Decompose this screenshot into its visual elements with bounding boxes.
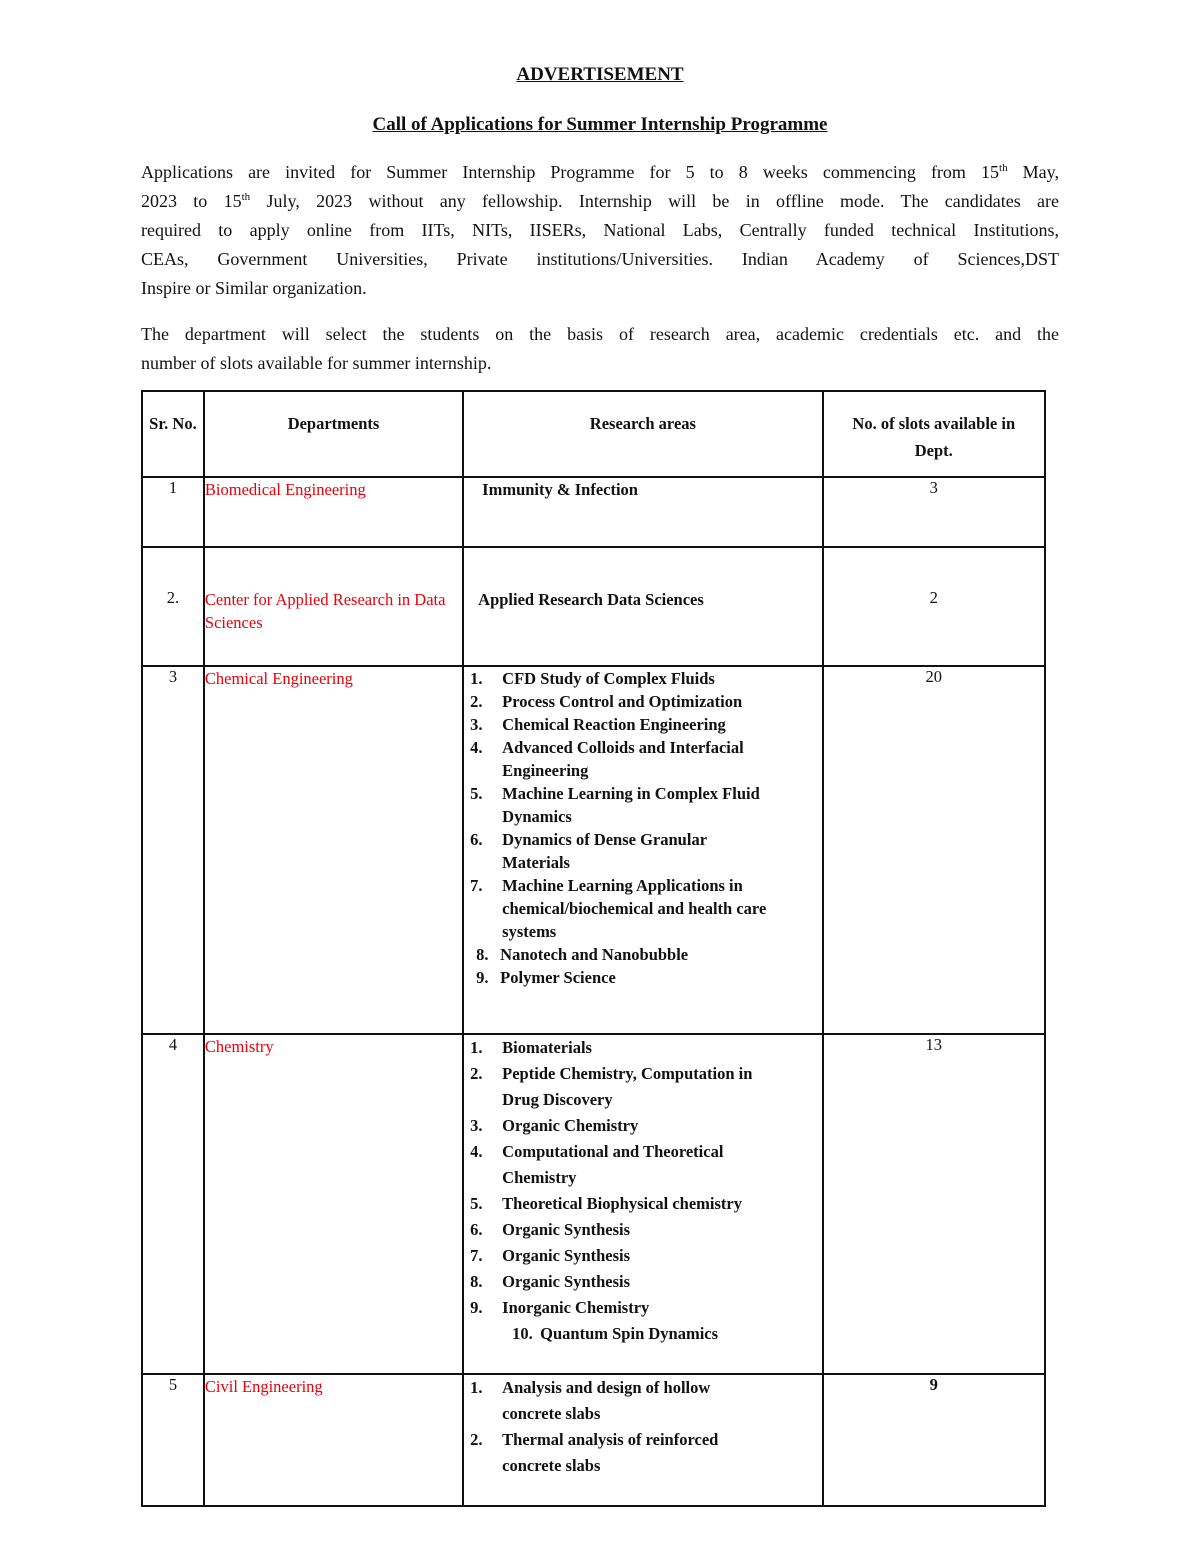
list-item: 5. Machine Learning in Complex Fluid Dynamics: [470, 784, 760, 826]
row-department: Civil Engineering: [204, 1374, 463, 1506]
row-sr: 5: [142, 1374, 204, 1506]
row-department: Center for Applied Research in Data Sciences: [204, 547, 463, 666]
list-item: 5. Theoretical Biophysical chemistry: [470, 1194, 742, 1213]
list-item: 3. Organic Chemistry: [470, 1116, 639, 1135]
intro-line-5: Inspire or Similar organization.: [141, 278, 367, 298]
list-item: 4. Advanced Colloids and Interfacial Engineering: [470, 738, 744, 780]
list-item: 7. Machine Learning Applications in chemical/biochemical and health care systems: [470, 876, 767, 941]
list-item: 6. Organic Synthesis: [470, 1220, 631, 1239]
internship-slots-table: [141, 390, 1046, 1507]
row-sr: 4: [142, 1034, 204, 1374]
intro-paragraph: [141, 158, 1059, 303]
header-departments: Departments: [204, 391, 463, 477]
table-header-row: [142, 391, 1045, 477]
list-item: 2. Thermal analysis of reinforced concrete slabs: [470, 1430, 719, 1475]
research-area-list: [466, 1035, 791, 1347]
list-item: 10. Quantum Spin Dynamics: [512, 1324, 719, 1343]
row-research-area: Immunity & Infection: [463, 477, 822, 547]
list-item: 1. Analysis and design of hollow concrete slabs: [470, 1378, 711, 1423]
row-department: Chemical Engineering: [204, 666, 463, 1034]
list-item: 8. Organic Synthesis: [470, 1272, 631, 1291]
row-sr: 3: [142, 666, 204, 1034]
row-department: Biomedical Engineering: [204, 477, 463, 547]
selection-line-1: The department will select the students on the basis of research area, academic credentials etc. and the: [141, 324, 1059, 344]
list-item: 2. Process Control and Optimization: [470, 692, 743, 711]
row-sr: 2.: [142, 547, 204, 666]
list-item: 1. Biomaterials: [470, 1038, 592, 1057]
table-row: [142, 666, 1045, 1034]
table-row: [142, 547, 1045, 666]
page-title: ADVERTISEMENT: [516, 64, 684, 85]
row-sr: 1: [142, 477, 204, 547]
header-sr-no: Sr. No.: [142, 391, 204, 477]
header-slots: No. of slots available in Dept.: [823, 391, 1045, 477]
list-item: 6. Dynamics of Dense Granular Materials: [470, 830, 707, 872]
selection-line-2: number of slots available for summer internship.: [141, 353, 492, 373]
row-slots: 2: [823, 547, 1045, 666]
intro-line-2: 2023 to 15th July, 2023 without any fellowship. Internship will be in offline mode. The candidates are: [141, 191, 1059, 211]
list-item: 3. Chemical Reaction Engineering: [470, 715, 726, 734]
intro-line-4: CEAs, Government Universities, Private institutions/Universities. Indian Academy of Sciences,DST: [141, 249, 1059, 269]
table-row: [142, 477, 1045, 547]
list-item: 9. Inorganic Chemistry: [470, 1298, 650, 1317]
page-subtitle: Call of Applications for Summer Internship Programme: [372, 114, 828, 135]
table-row: [142, 1034, 1045, 1374]
row-slots: 20: [823, 666, 1045, 1034]
list-item: 8. Nanotech and Nanobubble: [476, 945, 689, 964]
row-slots: 9: [823, 1374, 1045, 1506]
list-item: 4. Computational and Theoretical Chemistry: [470, 1142, 724, 1187]
row-slots: 13: [823, 1034, 1045, 1374]
row-department: Chemistry: [204, 1034, 463, 1374]
row-research-areas: [463, 1034, 822, 1374]
list-item: 7. Organic Synthesis: [470, 1246, 631, 1265]
list-item: 9. Polymer Science: [476, 968, 616, 987]
row-slots: 3: [823, 477, 1045, 547]
intro-line-1: Applications are invited for Summer Internship Programme for 5 to 8 weeks commencing from 15th May,: [141, 162, 1059, 182]
list-item: 1. CFD Study of Complex Fluids: [470, 669, 715, 688]
selection-paragraph: [141, 320, 1059, 378]
row-research-area: Applied Research Data Sciences: [463, 547, 822, 666]
table-row: [142, 1374, 1045, 1506]
header-research-areas: Research areas: [463, 391, 822, 477]
row-research-areas: [463, 666, 822, 1034]
research-area-list: [466, 667, 821, 989]
intro-line-3: required to apply online from IITs, NITs, IISERs, National Labs, Centrally funded technical Institutions,: [141, 220, 1059, 240]
row-research-areas: [463, 1374, 822, 1506]
research-area-list: [466, 1375, 761, 1479]
list-item: 2. Peptide Chemistry, Computation in Drug Discovery: [470, 1064, 753, 1109]
